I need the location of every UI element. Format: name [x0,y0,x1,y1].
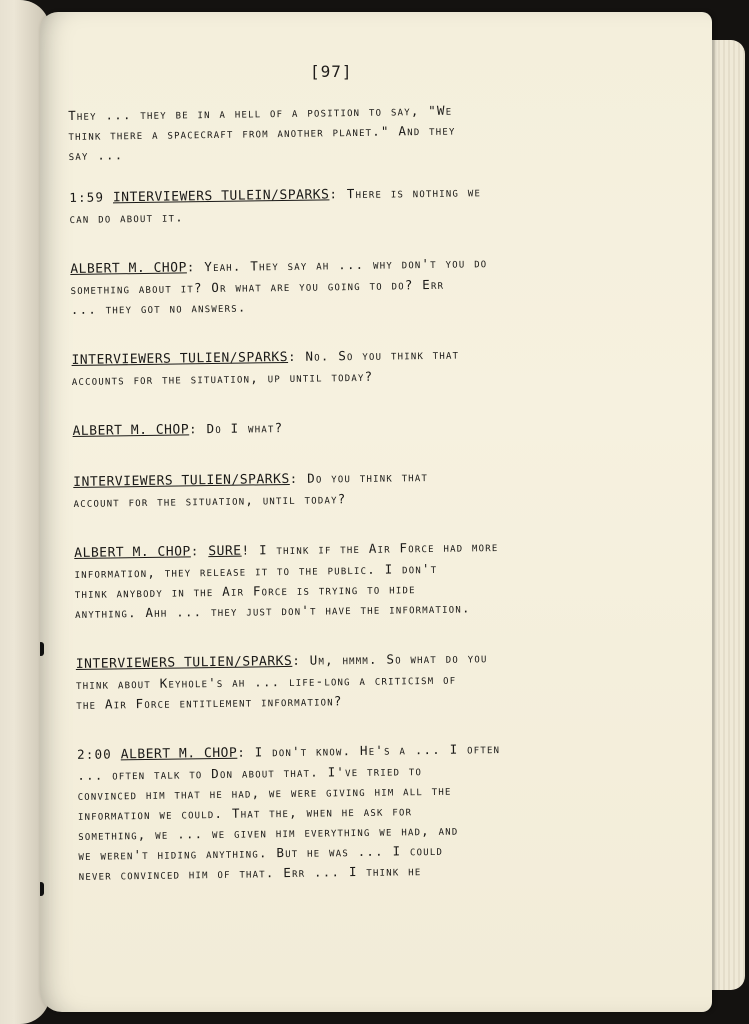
speaker-label: INTERVIEWERS TULIEN/SPARKS [73,471,290,490]
speaker-label: ALBERT M. CHOP [72,422,190,439]
speaker-label: ALBERT M. CHOP [70,260,187,277]
text-run: : Do I what? [188,420,284,437]
speaker-label: ALBERT M. CHOP [74,544,191,561]
text-line: something about it? Or what are you going to do? Err [70,276,445,297]
text-line: accounts for the situation, up until today? [71,368,374,388]
text-run: : Yeah. They say ah ... why don't you do [186,255,488,275]
timestamp: 2:00 [76,746,113,762]
text-line: something, we ... we given him everything we had, and [78,822,459,843]
transcript-body [68,99,599,908]
paragraph [69,181,590,229]
text-run: : There is nothing we [329,184,482,202]
text-line: say ... [68,147,124,163]
paragraph [76,647,597,715]
text-line: can do about it. [69,209,184,226]
text-line: ... often talk to Don about that. I've tried to [77,763,423,783]
document-page [40,12,712,1012]
text-line: They ... they be in a hell of a position to say, "We [68,102,453,123]
speaker-label: INTERVIEWERS TULIEN/SPARKS [75,653,293,672]
speaker-label: INTERVIEWERS TULEIN/SPARKS [112,187,330,206]
text-line: the Air Force entitlement information? [76,693,343,712]
speaker-label: ALBERT M. CHOP [120,745,238,763]
text-line: convinced him that he had, we were giving him all the [77,782,452,803]
text-line: information, they release it to the public. I don't [74,560,438,581]
paragraph: ALBERT M. CHOP: SURE! I think if the Air Force had more information, they release it to the public. I don't think anybody in the Air Force is trying to hide anything. Ahh ... they just don't have the information. [74,536,595,624]
paragraph [72,414,592,442]
text-run: : Um, hmmm. So what do you [292,650,488,668]
text-run: : I don't know. He's a ... I often [237,741,501,760]
text-line: information we could. That the, when he ask for [77,803,413,823]
text-run: : No. So you think that [287,346,460,364]
text-line: account for the situation, until today? [73,491,347,510]
page-number: [97] [310,62,353,81]
text-line: never convinced him of that. Err ... I think he [78,863,422,883]
text-line: think about Keyhole's ah ... life-long a criticism of [75,671,457,692]
paragraph [77,738,599,886]
text-line: we weren't hiding anything. But he was ... I could [78,842,444,863]
paragraph [68,99,589,166]
text-run: ! I think if the Air Force had more [241,539,499,558]
emphasis-word: SURE [208,543,242,560]
text-line: think there a spacecraft from another planet." And they [68,122,456,143]
paragraph [73,465,594,513]
binding-hole [40,642,44,656]
text-run: : Do you think that [289,469,429,486]
paragraph [71,343,592,391]
text-line: ... they got no answers. [70,299,247,317]
paragraph [70,252,591,320]
text-line: think anybody in the Air Force is trying to hide [74,581,416,601]
speaker-label: INTERVIEWERS TULIEN/SPARKS [71,349,289,368]
binding-hole [40,882,44,896]
timestamp: 1:59 [69,189,105,205]
text-line: anything. Ahh ... they just don't have the information. [74,600,471,621]
